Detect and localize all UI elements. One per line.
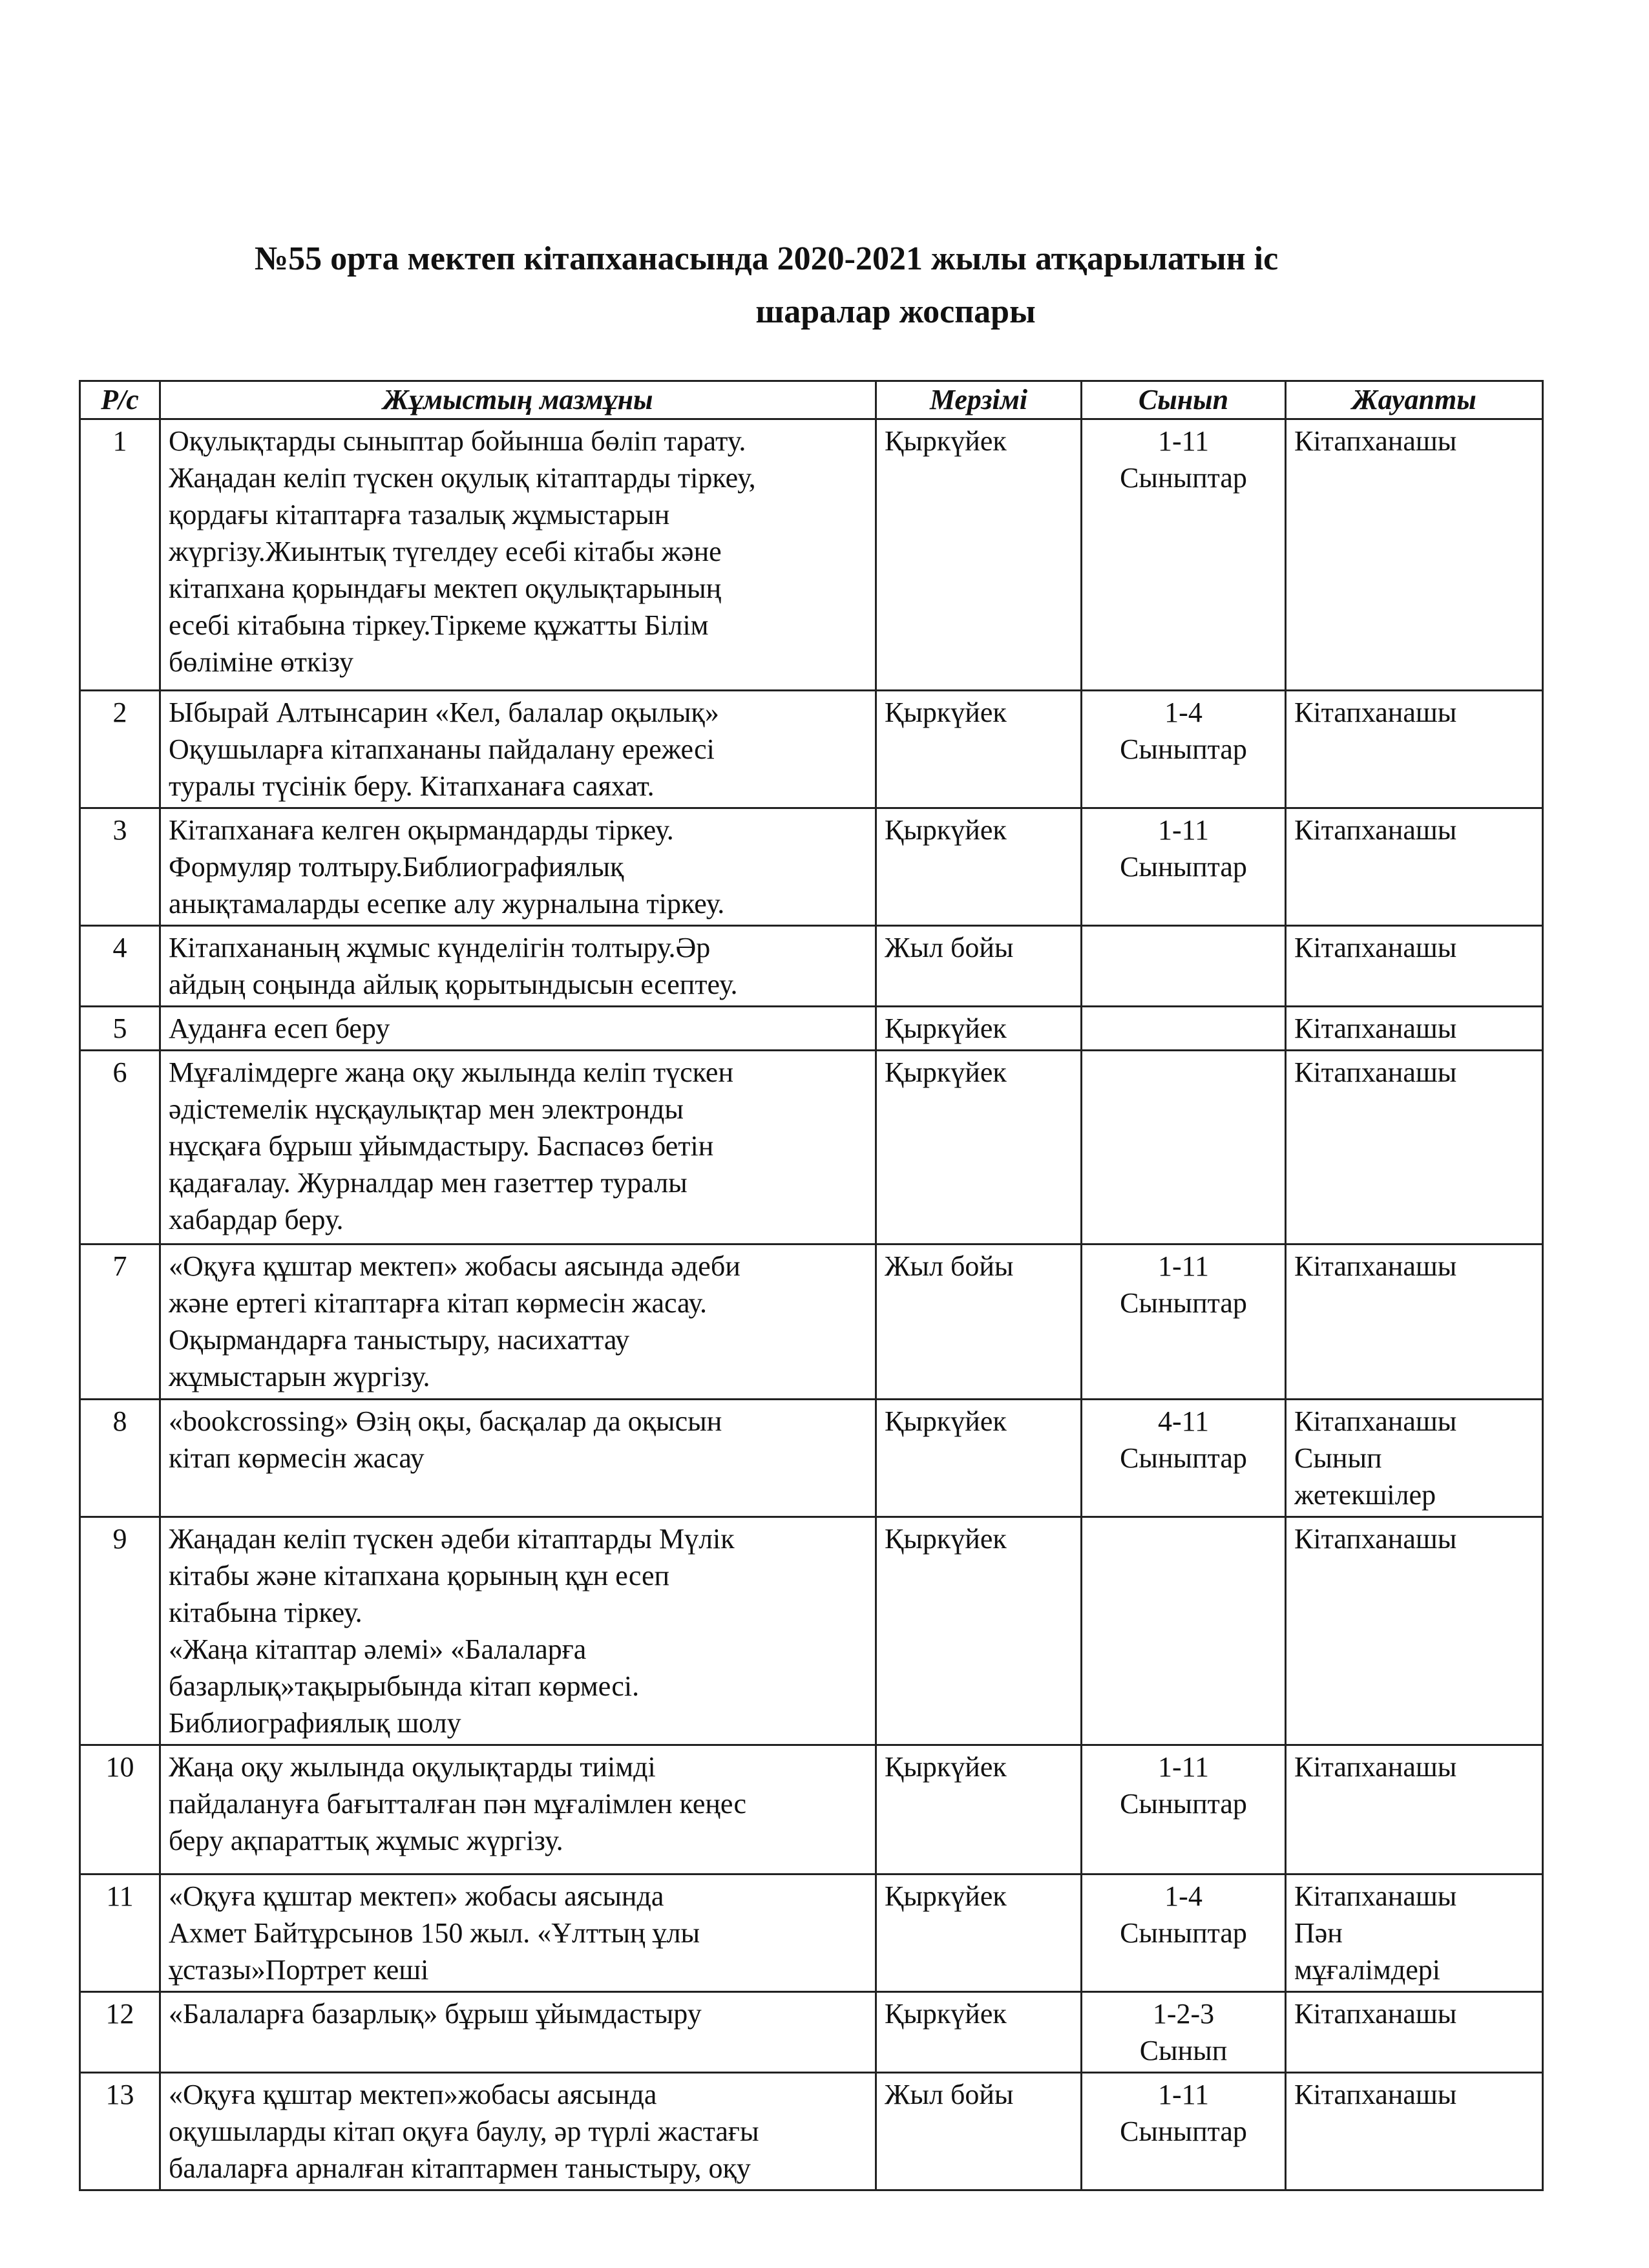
row-responsible xyxy=(1286,1007,1543,1051)
row-grade xyxy=(1082,1007,1286,1051)
grade-line: 1-4 xyxy=(1164,697,1203,728)
table-row xyxy=(80,2073,1543,2190)
content-line: пайдалануға бағытталған пән мұғалімлен кеңес xyxy=(169,1788,747,1820)
row-content xyxy=(160,1745,876,1874)
table-row xyxy=(80,1517,1543,1745)
content-line: Библиографиялық шолу xyxy=(169,1707,461,1739)
row-number: 9 xyxy=(80,1517,160,1745)
row-content xyxy=(160,1007,876,1051)
content-line: анықтамаларды есепке алу журналына тіркеу. xyxy=(169,888,725,919)
row-term: Қыркүйек xyxy=(876,808,1082,926)
content-line: Мұғалімдерге жаңа оқу жылында келіп түскен xyxy=(169,1056,734,1088)
row-term: Қыркүйек xyxy=(876,1051,1082,1244)
content-line: Жаңадан келіп түскен оқулық кітаптарды тіркеу, xyxy=(169,462,756,494)
row-term: Қыркүйек xyxy=(876,1517,1082,1745)
grade-line: Сыныптар xyxy=(1120,1788,1247,1820)
row-term: Жыл бойы xyxy=(876,2073,1082,2190)
row-number: 11 xyxy=(80,1874,160,1992)
content-line: бөліміне өткізу xyxy=(169,646,353,678)
grade-line: 1-11 xyxy=(1157,814,1210,846)
title-line-1: №55 орта мектеп кітапханасында 2020-2021 жылы атқарылатын іс xyxy=(254,240,1279,277)
content-line: Оқулықтарды сыныптар бойынша бөліп тарату. xyxy=(169,425,746,457)
grade-line: 1-4 xyxy=(1164,1880,1203,1912)
row-grade xyxy=(1082,1244,1286,1400)
row-grade xyxy=(1082,2073,1286,2190)
content-line: «Оқуға құштар мектеп»жобасы аясында xyxy=(169,2079,657,2110)
content-line: базарлық»тақырыбында кітап көрмесі. xyxy=(169,1670,640,1702)
grade-line: Сынып xyxy=(1139,2035,1228,2066)
content-line: «Оқуға құштар мектеп» жобасы аясында әдеби xyxy=(169,1250,740,1282)
responsible-line: Кітапханашы xyxy=(1294,1998,1457,2030)
row-term: Жыл бойы xyxy=(876,926,1082,1007)
content-line: ұстазы»Портрет кеші xyxy=(169,1954,429,1986)
content-line: қордағы кітаптарға тазалық жұмыстарын xyxy=(169,499,670,530)
row-content xyxy=(160,691,876,808)
row-responsible xyxy=(1286,2073,1543,2190)
grade-line: 1-11 xyxy=(1157,2079,1210,2110)
header-term: Мерзімі xyxy=(876,381,1082,419)
responsible-line: Кітапханашы xyxy=(1294,1880,1457,1912)
content-line: оқушыларды кітап оқуға баулу, әр түрлі жастағы xyxy=(169,2116,759,2147)
row-number: 3 xyxy=(80,808,160,926)
responsible-line: Кітапханашы xyxy=(1294,2079,1457,2110)
row-term: Қыркүйек xyxy=(876,419,1082,691)
responsible-line: Кітапханашы xyxy=(1294,1013,1457,1044)
responsible-line: Кітапханашы xyxy=(1294,1751,1457,1783)
row-responsible xyxy=(1286,691,1543,808)
row-number: 4 xyxy=(80,926,160,1007)
row-number: 13 xyxy=(80,2073,160,2190)
responsible-line: Кітапханашы xyxy=(1294,697,1457,728)
table-row xyxy=(80,1992,1543,2073)
table-row xyxy=(80,691,1543,808)
row-number: 12 xyxy=(80,1992,160,2073)
row-number: 5 xyxy=(80,1007,160,1051)
table-row xyxy=(80,1400,1543,1517)
content-line: Оқушыларға кітапхананы пайдалану ережесі xyxy=(169,733,715,765)
row-term: Қыркүйек xyxy=(876,1007,1082,1051)
content-line: туралы түсінік беру. Кітапханаға саяхат. xyxy=(169,770,655,802)
content-line: «Балаларға базарлық» бұрыш ұйымдастыру xyxy=(169,1998,702,2030)
content-line: нұсқаға бұрыш ұйымдастыру. Баспасөз бетін xyxy=(169,1130,714,1162)
row-term: Қыркүйек xyxy=(876,1874,1082,1992)
grade-line: Сыныптар xyxy=(1120,851,1247,883)
row-grade xyxy=(1082,691,1286,808)
grade-line: Сыныптар xyxy=(1120,733,1247,765)
row-grade xyxy=(1082,1517,1286,1745)
row-grade xyxy=(1082,1745,1286,1874)
content-line: Кітапханаға келген оқырмандарды тіркеу. xyxy=(169,814,674,846)
grade-line: 4-11 xyxy=(1157,1405,1210,1437)
grade-line: Сыныптар xyxy=(1120,1917,1247,1949)
grade-line: 1-11 xyxy=(1157,1751,1210,1783)
content-line: «Оқуға құштар мектеп» жобасы аясында xyxy=(169,1880,664,1912)
row-number: 10 xyxy=(80,1745,160,1874)
responsible-line: Кітапханашы xyxy=(1294,1056,1457,1088)
content-line: Ыбырай Алтынсарин «Кел, балалар оқылық» xyxy=(169,697,719,728)
row-responsible xyxy=(1286,926,1543,1007)
grade-line: Сыныптар xyxy=(1120,462,1247,494)
responsible-line: жетекшілер xyxy=(1294,1479,1436,1511)
content-line: әдістемелік нұсқаулықтар мен электронды xyxy=(169,1093,684,1125)
responsible-line: Кітапханашы xyxy=(1294,932,1457,963)
table-body xyxy=(80,419,1543,2190)
content-line: жүргізу.Жиынтық түгелдеу есебі кітабы және xyxy=(169,536,722,567)
row-term: Қыркүйек xyxy=(876,1400,1082,1517)
row-number: 2 xyxy=(80,691,160,808)
row-grade xyxy=(1082,1874,1286,1992)
row-content xyxy=(160,1400,876,1517)
table-row xyxy=(80,1874,1543,1992)
table-row xyxy=(80,808,1543,926)
row-grade xyxy=(1082,1992,1286,2073)
content-line: кітабына тіркеу. xyxy=(169,1597,362,1628)
row-responsible xyxy=(1286,1244,1543,1400)
row-number: 8 xyxy=(80,1400,160,1517)
row-grade xyxy=(1082,926,1286,1007)
content-line: Ахмет Байтұрсынов 150 жыл. «Ұлттың ұлы xyxy=(169,1917,700,1949)
table-row xyxy=(80,419,1543,691)
row-term: Қыркүйек xyxy=(876,691,1082,808)
row-number: 6 xyxy=(80,1051,160,1244)
responsible-line: Кітапханашы xyxy=(1294,425,1457,457)
responsible-line: Кітапханашы xyxy=(1294,814,1457,846)
row-content xyxy=(160,1244,876,1400)
row-term: Қыркүйек xyxy=(876,1745,1082,1874)
row-term: Қыркүйек xyxy=(876,1992,1082,2073)
content-line: кітапхана қорындағы мектеп оқулықтарының xyxy=(169,572,722,604)
content-line: «Жаңа кітаптар әлемі» «Балаларға xyxy=(169,1633,587,1665)
content-line: Кітапхананың жұмыс күнделігін толтыру.Әр xyxy=(169,932,711,963)
row-content xyxy=(160,926,876,1007)
row-content xyxy=(160,1992,876,2073)
content-line: қадағалау. Журналдар мен газеттер туралы xyxy=(169,1167,688,1199)
row-content xyxy=(160,808,876,926)
row-responsible xyxy=(1286,1745,1543,1874)
content-line: беру ақпараттық жұмыс жүргізу. xyxy=(169,1825,563,1856)
grade-line: 1-11 xyxy=(1157,1250,1210,1282)
content-line: хабардар беру. xyxy=(169,1204,344,1235)
header-content: Жұмыстың мазмұны xyxy=(160,381,876,419)
table-row xyxy=(80,1745,1543,1874)
row-responsible xyxy=(1286,1051,1543,1244)
header-grade: Сынып xyxy=(1082,381,1286,419)
row-responsible xyxy=(1286,1517,1543,1745)
grade-line: 1-11 xyxy=(1157,425,1210,457)
header-responsible: Жауапты xyxy=(1286,381,1543,419)
header-number: Р/с xyxy=(80,381,160,419)
row-responsible xyxy=(1286,419,1543,691)
row-grade xyxy=(1082,1051,1286,1244)
row-grade xyxy=(1082,808,1286,926)
grade-line: Сыныптар xyxy=(1120,1287,1247,1319)
content-line: кітабы және кітапхана қорының құн есеп xyxy=(169,1560,670,1591)
responsible-line: мұғалімдері xyxy=(1294,1954,1440,1986)
document-title xyxy=(0,233,1649,339)
responsible-line: Пән xyxy=(1294,1917,1343,1949)
content-line: балаларға арналған кітаптармен таныстыру, оқу xyxy=(169,2152,751,2184)
table-row xyxy=(80,1007,1543,1051)
responsible-line: Кітапханашы xyxy=(1294,1405,1457,1437)
row-content xyxy=(160,1517,876,1745)
title-line-2: шаралар жоспары xyxy=(755,293,1036,330)
content-line: Жаңадан келіп түскен әдеби кітаптарды Мүлік xyxy=(169,1523,735,1555)
grade-line: Сыныптар xyxy=(1120,1442,1247,1474)
content-line: Формуляр толтыру.Библиографиялық xyxy=(169,851,624,883)
grade-line: 1-2-3 xyxy=(1152,1998,1215,2030)
table-row xyxy=(80,1051,1543,1244)
responsible-line: Кітапханашы xyxy=(1294,1250,1457,1282)
content-line: «bookcrossing» Өзің оқы, басқалар да оқысын xyxy=(169,1405,722,1437)
content-line: және ертегі кітаптарға кітап көрмесін жасау. xyxy=(169,1287,707,1319)
row-grade xyxy=(1082,419,1286,691)
row-responsible xyxy=(1286,1400,1543,1517)
table-row xyxy=(80,1244,1543,1400)
table-header-row xyxy=(80,381,1543,419)
table-row xyxy=(80,926,1543,1007)
content-line: Ауданға есеп беру xyxy=(169,1013,390,1044)
row-responsible xyxy=(1286,808,1543,926)
row-number: 7 xyxy=(80,1244,160,1400)
row-content xyxy=(160,1874,876,1992)
row-responsible xyxy=(1286,1992,1543,2073)
content-line: кітап көрмесін жасау xyxy=(169,1442,425,1474)
row-number: 1 xyxy=(80,419,160,691)
row-term: Жыл бойы xyxy=(876,1244,1082,1400)
responsible-line: Кітапханашы xyxy=(1294,1523,1457,1555)
row-responsible xyxy=(1286,1874,1543,1992)
content-line: айдың соңында айлық қорытындысын есептеу. xyxy=(169,969,738,1000)
plan-table xyxy=(79,380,1544,2191)
grade-line: Сыныптар xyxy=(1120,2116,1247,2147)
content-line: есебі кітабына тіркеу.Тіркеме құжатты Білім xyxy=(169,609,709,641)
row-content xyxy=(160,419,876,691)
row-content xyxy=(160,1051,876,1244)
row-grade xyxy=(1082,1400,1286,1517)
responsible-line: Сынып xyxy=(1294,1442,1382,1474)
content-line: Оқырмандарға таныстыру, насихаттау xyxy=(169,1324,630,1356)
content-line: Жаңа оқу жылында оқулықтарды тиімді xyxy=(169,1751,656,1783)
row-content xyxy=(160,2073,876,2190)
content-line: жұмыстарын жүргізу. xyxy=(169,1361,430,1392)
